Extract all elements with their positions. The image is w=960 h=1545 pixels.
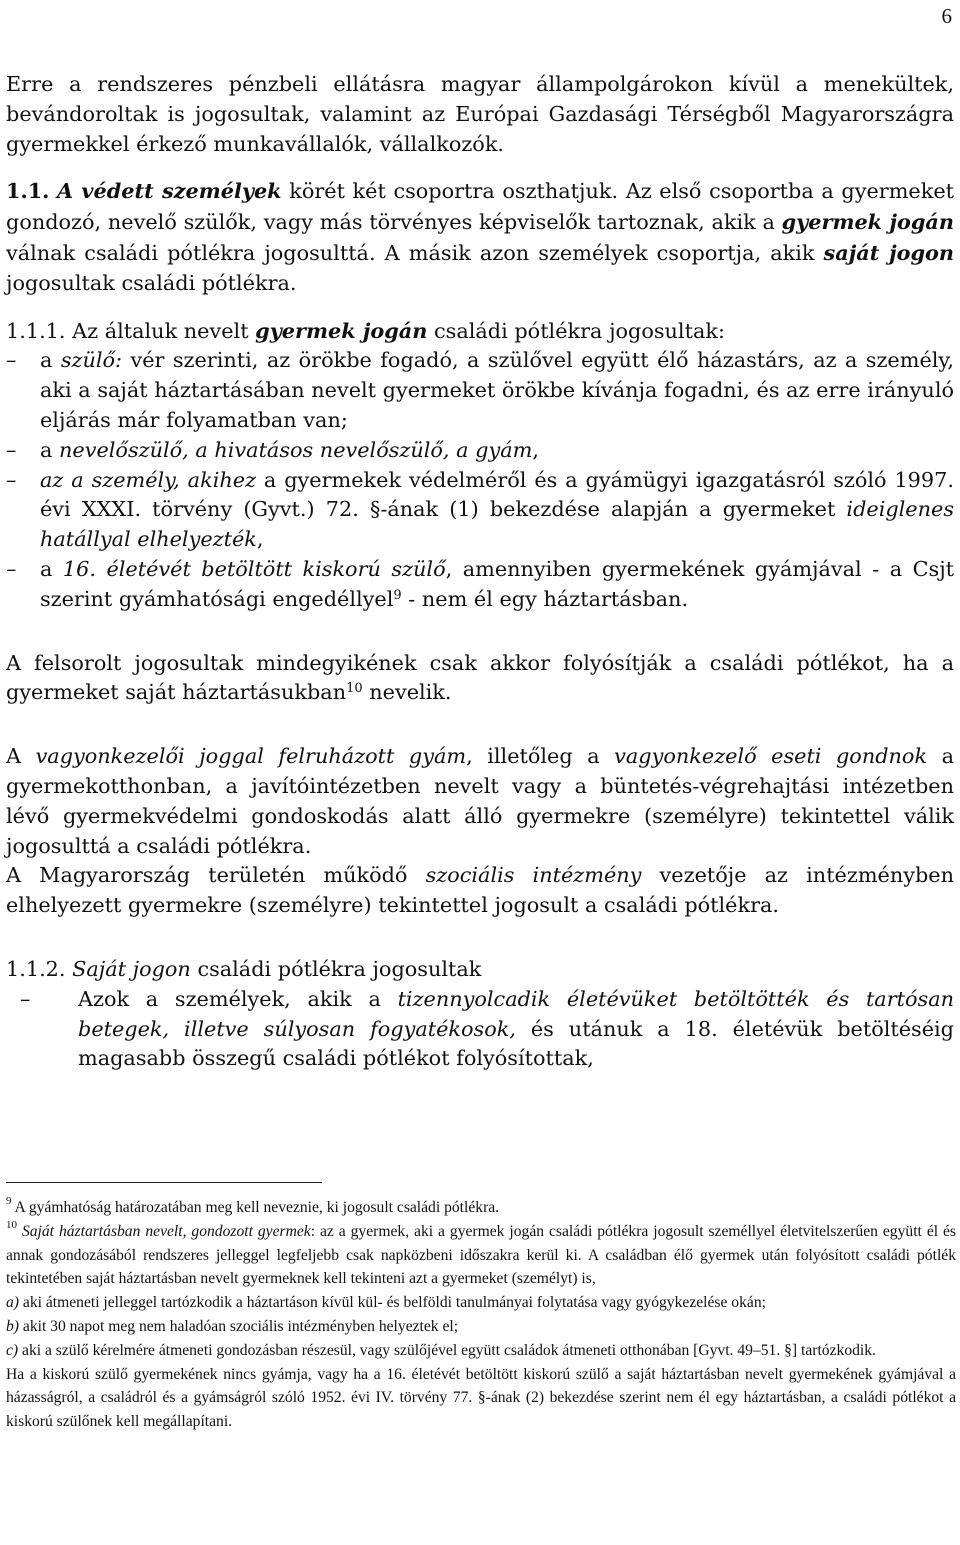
guardian-paragraph [6,742,954,861]
term-minor-parent: 16. életévét betöltött kiskorú szülő [62,556,446,581]
text-run: A felsorolt jogosultak mindegyikének csak akkor folyósítják a családi pótlékot, ha a gyermeket saját háztartásukban [6,650,954,705]
text-run: jogosultak családi pótlékra. [6,270,297,295]
subsection-1-1-1-heading [6,316,954,347]
list-item-parent [6,346,954,435]
text-run: , amennyiben gyermekének gyámjával - a Csjt szerint gyámhatósági engedéllyel [40,556,954,611]
section-number: 1.1. [6,178,50,204]
footnote-number: 9 [6,1195,12,1207]
term-child-right: gyermek jogán [255,317,428,343]
text-run: a gyermekek védelméről és a gyámügyi igazgatásról szóló 1997. évi XXXI. törvény (Gyvt.) 72. §-ának (1) bekezdése alapján a gyermeket [40,467,954,522]
term-curator: vagyonkezelő eseti gondnok [614,744,928,769]
text-run: A [6,744,36,769]
text-run: családi pótlékra jogosultak: [427,318,725,343]
footnotes [6,1188,956,1434]
list-item-adult-disabled [6,985,954,1074]
text-run: válnak családi pótlékra jogosulttá. A másik azon személyek csoportja, akik [6,240,824,265]
text-run: Azok a személyek, akik a [78,986,398,1011]
footnote-10-closing: Ha a kiskorú szülő gyermekének nincs gyámja, vagy ha a 16. életévét betöltött kiskorú szülő a saját háztartásban nevelt gyermekének gyámjával a házasságról, a családról és a gyámságról szóló 1952. évi IV. törvény 77. §-ának (2) bekezdése szerint nem él egy háztartásban, a családi pótlékot a kiskorú szülőnek kell megállapítani. [6,1365,956,1431]
footnote-ref-10[interactable]: 10 [346,681,363,697]
footnote-separator [6,1182,322,1183]
term-guardian: vagyonkezelői joggal felruházott gyám [35,744,467,769]
section-number: 1.1.1. [6,318,66,343]
protected-persons-paragraph [6,176,954,298]
text-run: a [40,556,63,581]
term-own-right: Saját jogon [72,956,191,981]
footnote-text: A gyámhatóság határozatában meg kell neveznie, ki jogosult családi pótlékra. [11,1199,500,1216]
list-item-foster-parent [6,436,954,466]
text-run: és utánuk a 18. életévük betöltéséig magasabb összegű családi pótlékot folyósítottak, [78,1016,954,1071]
footnote-10-item-a [6,1291,956,1315]
item-label: c) [6,1341,19,1359]
term-person: az a személy, akihez [40,467,256,492]
footnote-text: aki átmeneti jelleggel tartózkodik a háztartáson kívül kül- és belföldi tanulmányai folytatása vagy gyógykezelése okán; [19,1294,766,1312]
footnote-text: aki a szülő kérelmére átmeneti gondozásban részesül, vagy szülőjével együtt családok átmeneti otthonában [Gyvt. 49–51. §] tartózkodik. [18,1341,876,1359]
text-run: - nem él egy háztartásban. [401,586,689,611]
footnote-9 [6,1196,956,1220]
term-temporary-placement: ideiglenes hatállyal elhelyezték [40,497,954,552]
item-label: a) [6,1294,19,1312]
term-own-right: saját jogon [823,239,954,265]
text-run: vér szerinti, az örökbe fogadó, a szülővel együtt élő házastárs, az a személy, aki a saját háztartásában nevelt gyermeket örökbe kívánja fogadni, és az erre irányuló eljárás már folyamatban van; [40,348,954,432]
term-social-institution: szociális intézmény [425,863,642,888]
text-run: A Magyarország területén működő [6,863,426,888]
list-item-minor-parent [6,555,954,615]
term-child-right: gyermek jogán [781,209,955,235]
page-number: 6 [941,4,952,28]
institution-paragraph [6,861,954,921]
footnote-term: Saját háztartásban nevelt, gondozott gyermek [17,1222,311,1240]
footnote-10 [6,1220,956,1291]
text-run: a gyermekotthonban, a javítóintézetben nevelt vagy a büntetés-végrehajtási intézetben lévő gyermekvédelmi gondoskodás alatt álló gyermekre (személyre) tekintettel válik jogosulttá a családi pótlékra. [6,744,954,858]
list-item-temporary-placement [6,466,954,555]
text-run: , [256,527,264,552]
term-foster-parent: nevelőszülő, a hivatásos nevelőszülő, a gyám [59,437,533,462]
text-run: , [532,437,539,462]
term-parent: szülő: [60,348,123,373]
text-run: körét két csoportra oszthatjuk. Az első csoportba a gyermeket gondozó, nevelő szülők, vagy más törvényes képviselők tartoznak, akik a [6,179,954,235]
term-disabled: tizennyolcadik életévüket betöltötték és tartósan betegek, illetve súlyosan fogyatékosok, [78,986,954,1041]
footnote-text: akit 30 napot meg nem haladóan szociális intézményben helyeztek el; [19,1317,459,1335]
text-run: a [40,437,60,462]
text-run: a [40,348,61,373]
footnote-ref-9[interactable]: 9 [393,587,402,603]
intro-paragraph: Erre a rendszeres pénzbeli ellátásra magyar állampolgárokon kívül a menekültek, bevándoroltak is jogosultak, valamint az Európai Gazdasági Térségből Magyarországra gyermekkel érkező munkavállalók, vállalkozók. [6,72,954,156]
footnote-10-item-c [6,1339,956,1363]
footnote-number: 10 [6,1218,17,1231]
subsection-1-1-2-heading [6,955,954,985]
text-run: vezetője az intézményben elhelyezett gyermekre (személyre) tekintettel jogosult a családi pótlékra. [6,863,955,918]
household-paragraph [6,649,954,709]
text-run: családi pótlékra jogosultak [190,956,482,981]
text-run: Az általuk nevelt [65,318,256,343]
section-number: 1.1.2. [6,956,66,981]
footnote-text: : az a gyermek, aki a gyermek jogán családi pótlékra jogosult személlyel életvitelszerűen együtt él és annak gondozásából rendszeres jelleggel legfeljebb csak napközbeni időszakra kerül ki. A családban élő gyermek után folyósított családi pótlék tekintetében saját háztartásban nevelt gyermeknek kell tekinteni azt a gyermeket (személyt) is, [6,1222,957,1288]
item-label: b) [6,1317,19,1335]
text-run: nevelik. [362,680,452,705]
text-run: , illetőleg a [466,744,615,769]
term-protected-persons: A védett személyek [57,178,282,204]
footnote-10-item-b [6,1315,956,1339]
main-text [6,70,954,1074]
